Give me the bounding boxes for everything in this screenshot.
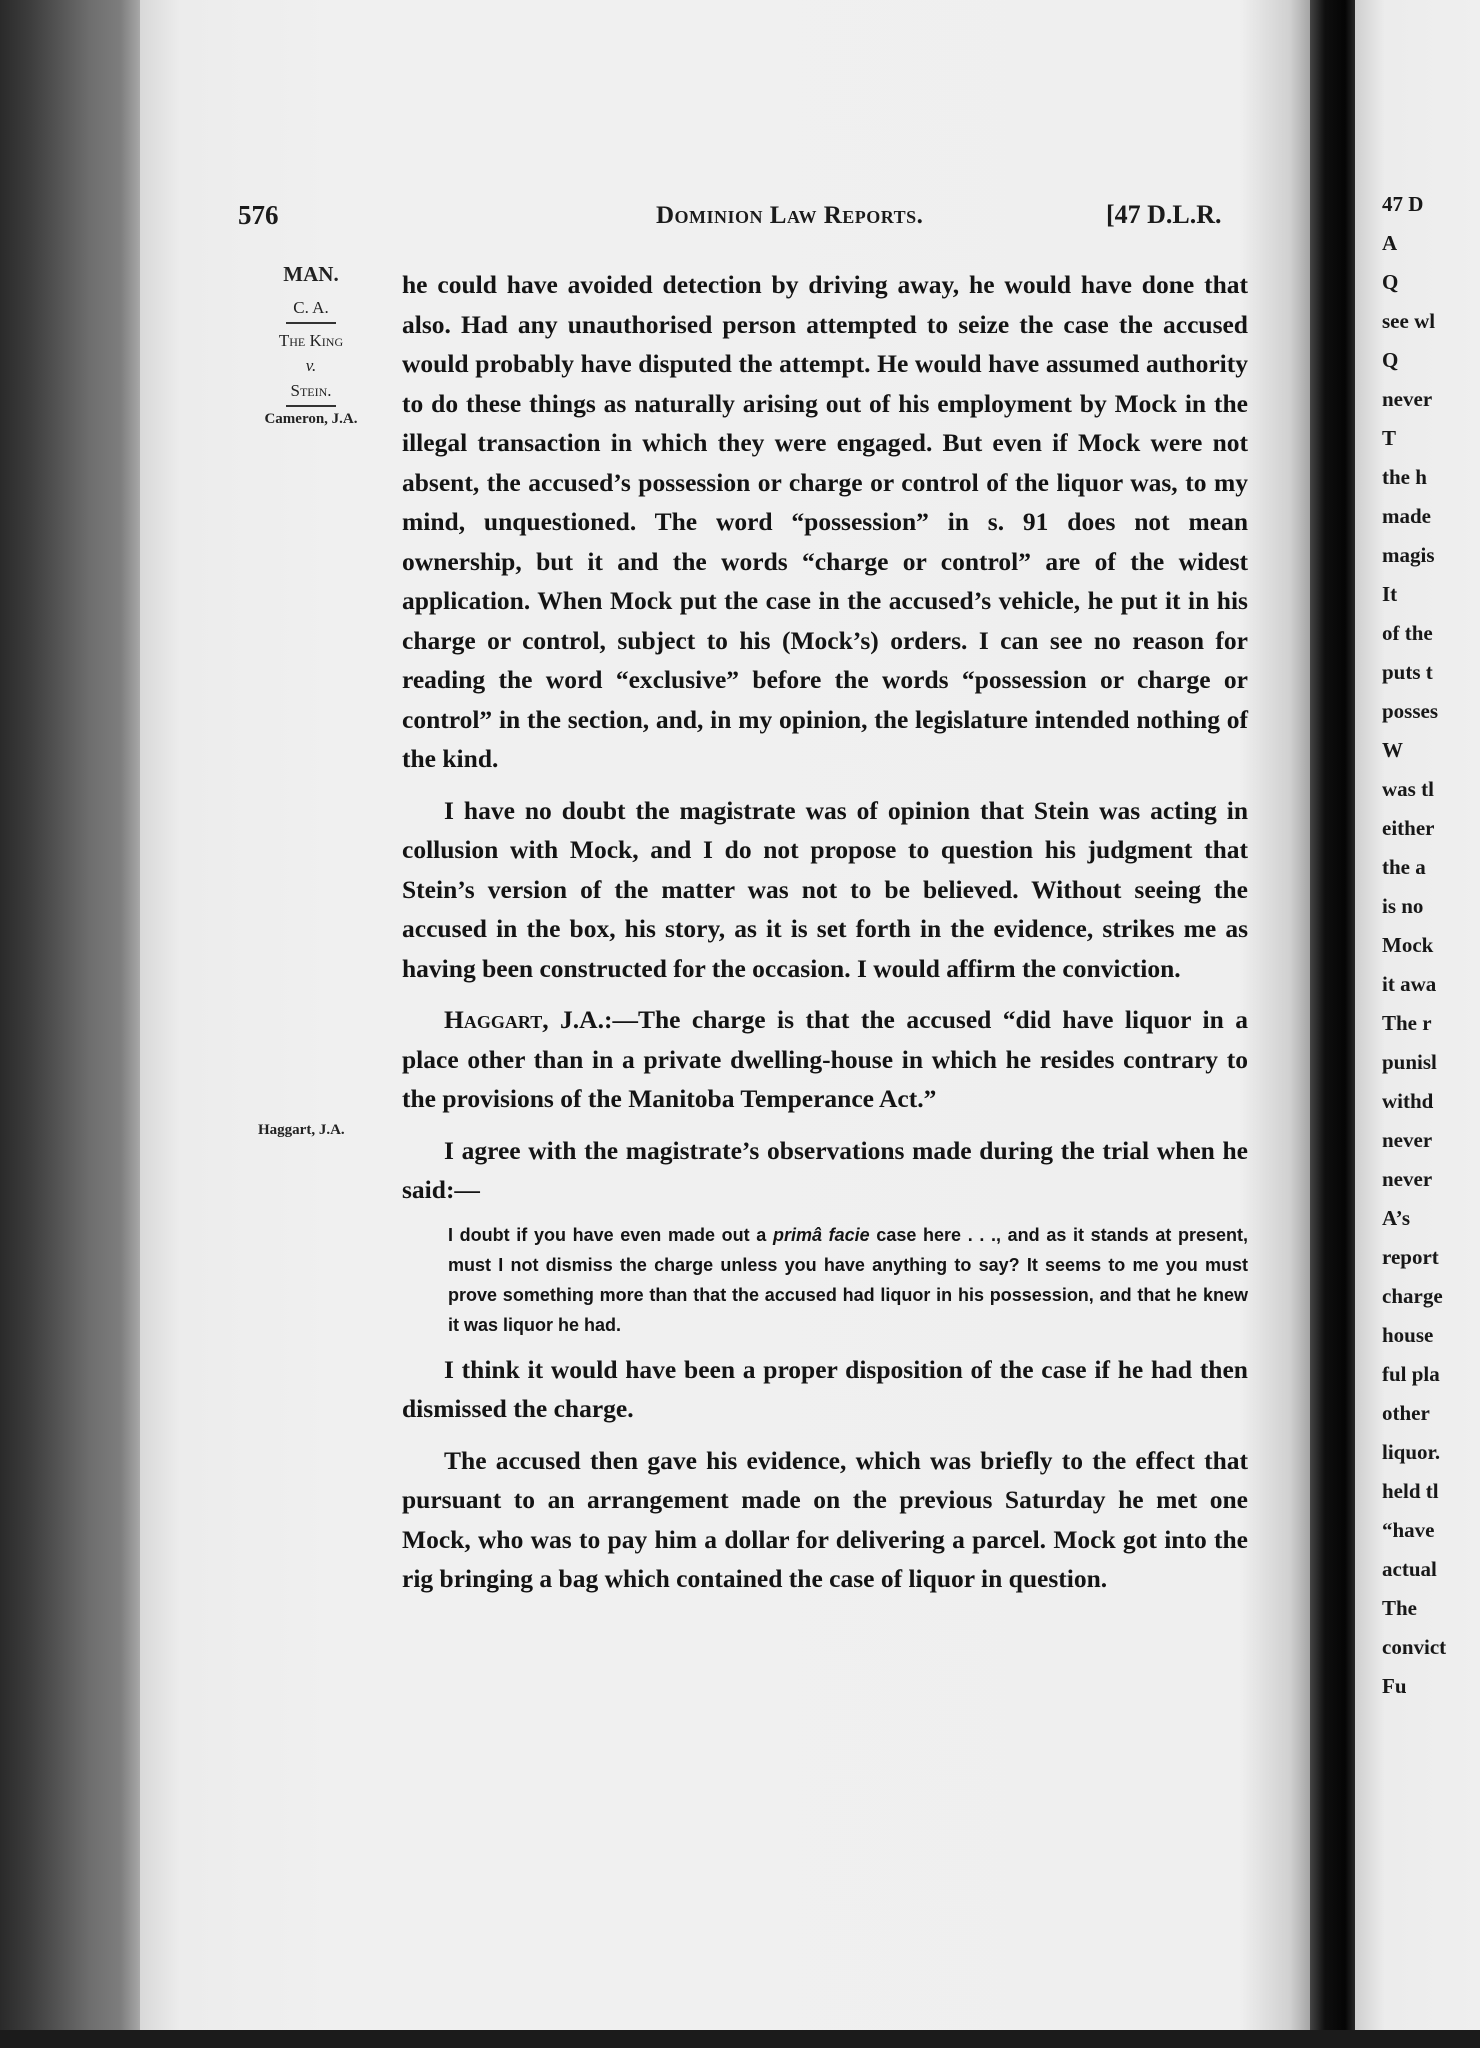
facing-page-line: actual: [1382, 1557, 1437, 1581]
facing-page-line: it awa: [1382, 972, 1437, 996]
facing-page-line: report: [1382, 1245, 1439, 1269]
judge-name: Haggart, J.A.:: [444, 1005, 613, 1034]
facing-page-line: puts t: [1382, 660, 1433, 684]
facing-page-line: of the: [1382, 621, 1433, 645]
facing-page-line: never: [1382, 1128, 1433, 1152]
book-gutter: [1310, 0, 1360, 2048]
running-head: Dominion Law Reports.: [656, 202, 924, 229]
paragraph-text: —The charge is that the accused “did have liquor in a place other than in a private dwelling-house in which he resides contrary to the provisions of the Manitoba Temperance Act.”: [402, 1005, 1248, 1113]
facing-page-line: either: [1382, 816, 1435, 840]
facing-page-line: Fu: [1382, 1674, 1407, 1698]
facing-page-line: The: [1382, 1596, 1418, 1620]
facing-page-line: withd: [1382, 1089, 1434, 1113]
case-party-1: The King: [278, 331, 344, 350]
facing-page-line: posses: [1382, 699, 1439, 723]
bottom-edge-shadow: [0, 2030, 1480, 2048]
book-spine-edge: [0, 0, 150, 2048]
facing-page-line: house: [1382, 1323, 1434, 1347]
facing-page-line: Q: [1382, 348, 1399, 372]
paragraph: he could have avoided detection by driving away, he would have done that also. Had any unauthorised person attempted to seize the case the accused would probably have disputed the attempt. He would have assumed authority to do these things as naturally arising out of his employment by Mock in the illegal transaction in which they were engaged. But even if Mock were not absent, the accused’s possession or charge or control of the liquor was, to my mind, unquestioned. The word “possession” in s. 91 does not mean ownership, but it and the words “charge or control” are of the widest application. When Mock put the case in the accused’s vehicle, he put it in his charge or control, subject to his (Mock’s) orders. I can see no reason for reading the word “exclusive” before the words “possession or charge or control” in the section, and, in my opinion, the legislature intended nothing of the kind.: [402, 270, 1248, 773]
facing-page-line: never: [1382, 387, 1433, 411]
paragraph: I agree with the magistrate’s observations made during the trial when he said:—: [402, 1135, 1248, 1204]
quote-text: I doubt if you have even made out a: [448, 1224, 773, 1245]
facing-page-line: The r: [1382, 1011, 1432, 1035]
facing-page-line: 47 D: [1382, 192, 1424, 216]
paragraph: I think it would have been a proper disposition of the case if he had then dismissed the charge.: [402, 1354, 1248, 1423]
facing-page-line: held tl: [1382, 1479, 1439, 1503]
facing-page-line: never: [1382, 1167, 1433, 1191]
quote-text: case here . . ., and as it stands at present, must I not dismiss the charge unless you have anything to say? It seems to me you must prove something more than that the accused had liquor in his possession, and that he knew it was liquor he had.: [448, 1224, 1248, 1335]
facing-page-line: liquor.: [1382, 1440, 1441, 1464]
facing-page-line: other: [1382, 1401, 1430, 1425]
facing-page-line: see wl: [1382, 309, 1436, 333]
facing-page-line: was tl: [1382, 777, 1434, 801]
facing-page-line: convict: [1382, 1635, 1447, 1659]
facing-page-line: made: [1382, 504, 1431, 528]
judge-note-haggart: Haggart, J.A.: [258, 1122, 345, 1138]
paragraph: The accused then gave his evidence, which was briefly to the effect that pursuant to an arrangement made on the previous Saturday he met one Mock, who was to pay him a dollar for delivering a parcel. Mock got into the rig bringing a bag which contained the case of liquor in question.: [402, 1445, 1248, 1593]
facing-page-line: is no: [1382, 894, 1424, 918]
facing-page-line: W: [1382, 738, 1403, 762]
paragraph: I have no doubt the magistrate was of opinion that Stein was acting in collusion with Mock, and I do not propose to question his judgment that Stein’s version of the matter was not to be believed. Without seeing the accused in the box, his story, as it is set forth in the evidence, strikes me as having been constructed for the occasion. I would affirm the conviction.: [402, 795, 1248, 983]
court-province: MAN.: [283, 262, 339, 286]
facing-page-line: A: [1382, 231, 1398, 255]
facing-page-text: [1382, 185, 1480, 1706]
court-level: C. A.: [293, 298, 329, 317]
margin-notes: [236, 262, 386, 428]
facing-page-line: Mock: [1382, 933, 1434, 957]
margin-divider: [286, 322, 336, 324]
margin-divider: [286, 405, 336, 407]
judge-note-cameron: Cameron, J.A.: [264, 411, 358, 427]
facing-page-line: punisl: [1382, 1050, 1437, 1074]
quote-italic: primâ facie: [772, 1224, 870, 1245]
facing-page-line: the a: [1382, 855, 1426, 879]
facing-page-line: the h: [1382, 465, 1427, 489]
case-versus: v.: [305, 356, 317, 375]
facing-page-line: Q: [1382, 270, 1399, 294]
main-text: [402, 265, 1248, 1599]
case-party-2: Stein.: [290, 381, 332, 400]
page-number: 576: [238, 200, 279, 230]
block-quote: [402, 1220, 1248, 1340]
facing-page-line: “have: [1382, 1518, 1435, 1542]
facing-page-line: charge: [1382, 1284, 1443, 1308]
paragraph: [402, 1000, 1248, 1119]
facing-page-line: It: [1382, 582, 1398, 606]
facing-page-line: magis: [1382, 543, 1435, 567]
page-header: [238, 200, 1248, 240]
facing-page-line: ful pla: [1382, 1362, 1440, 1386]
volume-reference: [47 D.L.R.: [1106, 200, 1222, 229]
facing-page-line: T: [1382, 426, 1397, 450]
facing-page-line: A’s: [1382, 1206, 1410, 1230]
